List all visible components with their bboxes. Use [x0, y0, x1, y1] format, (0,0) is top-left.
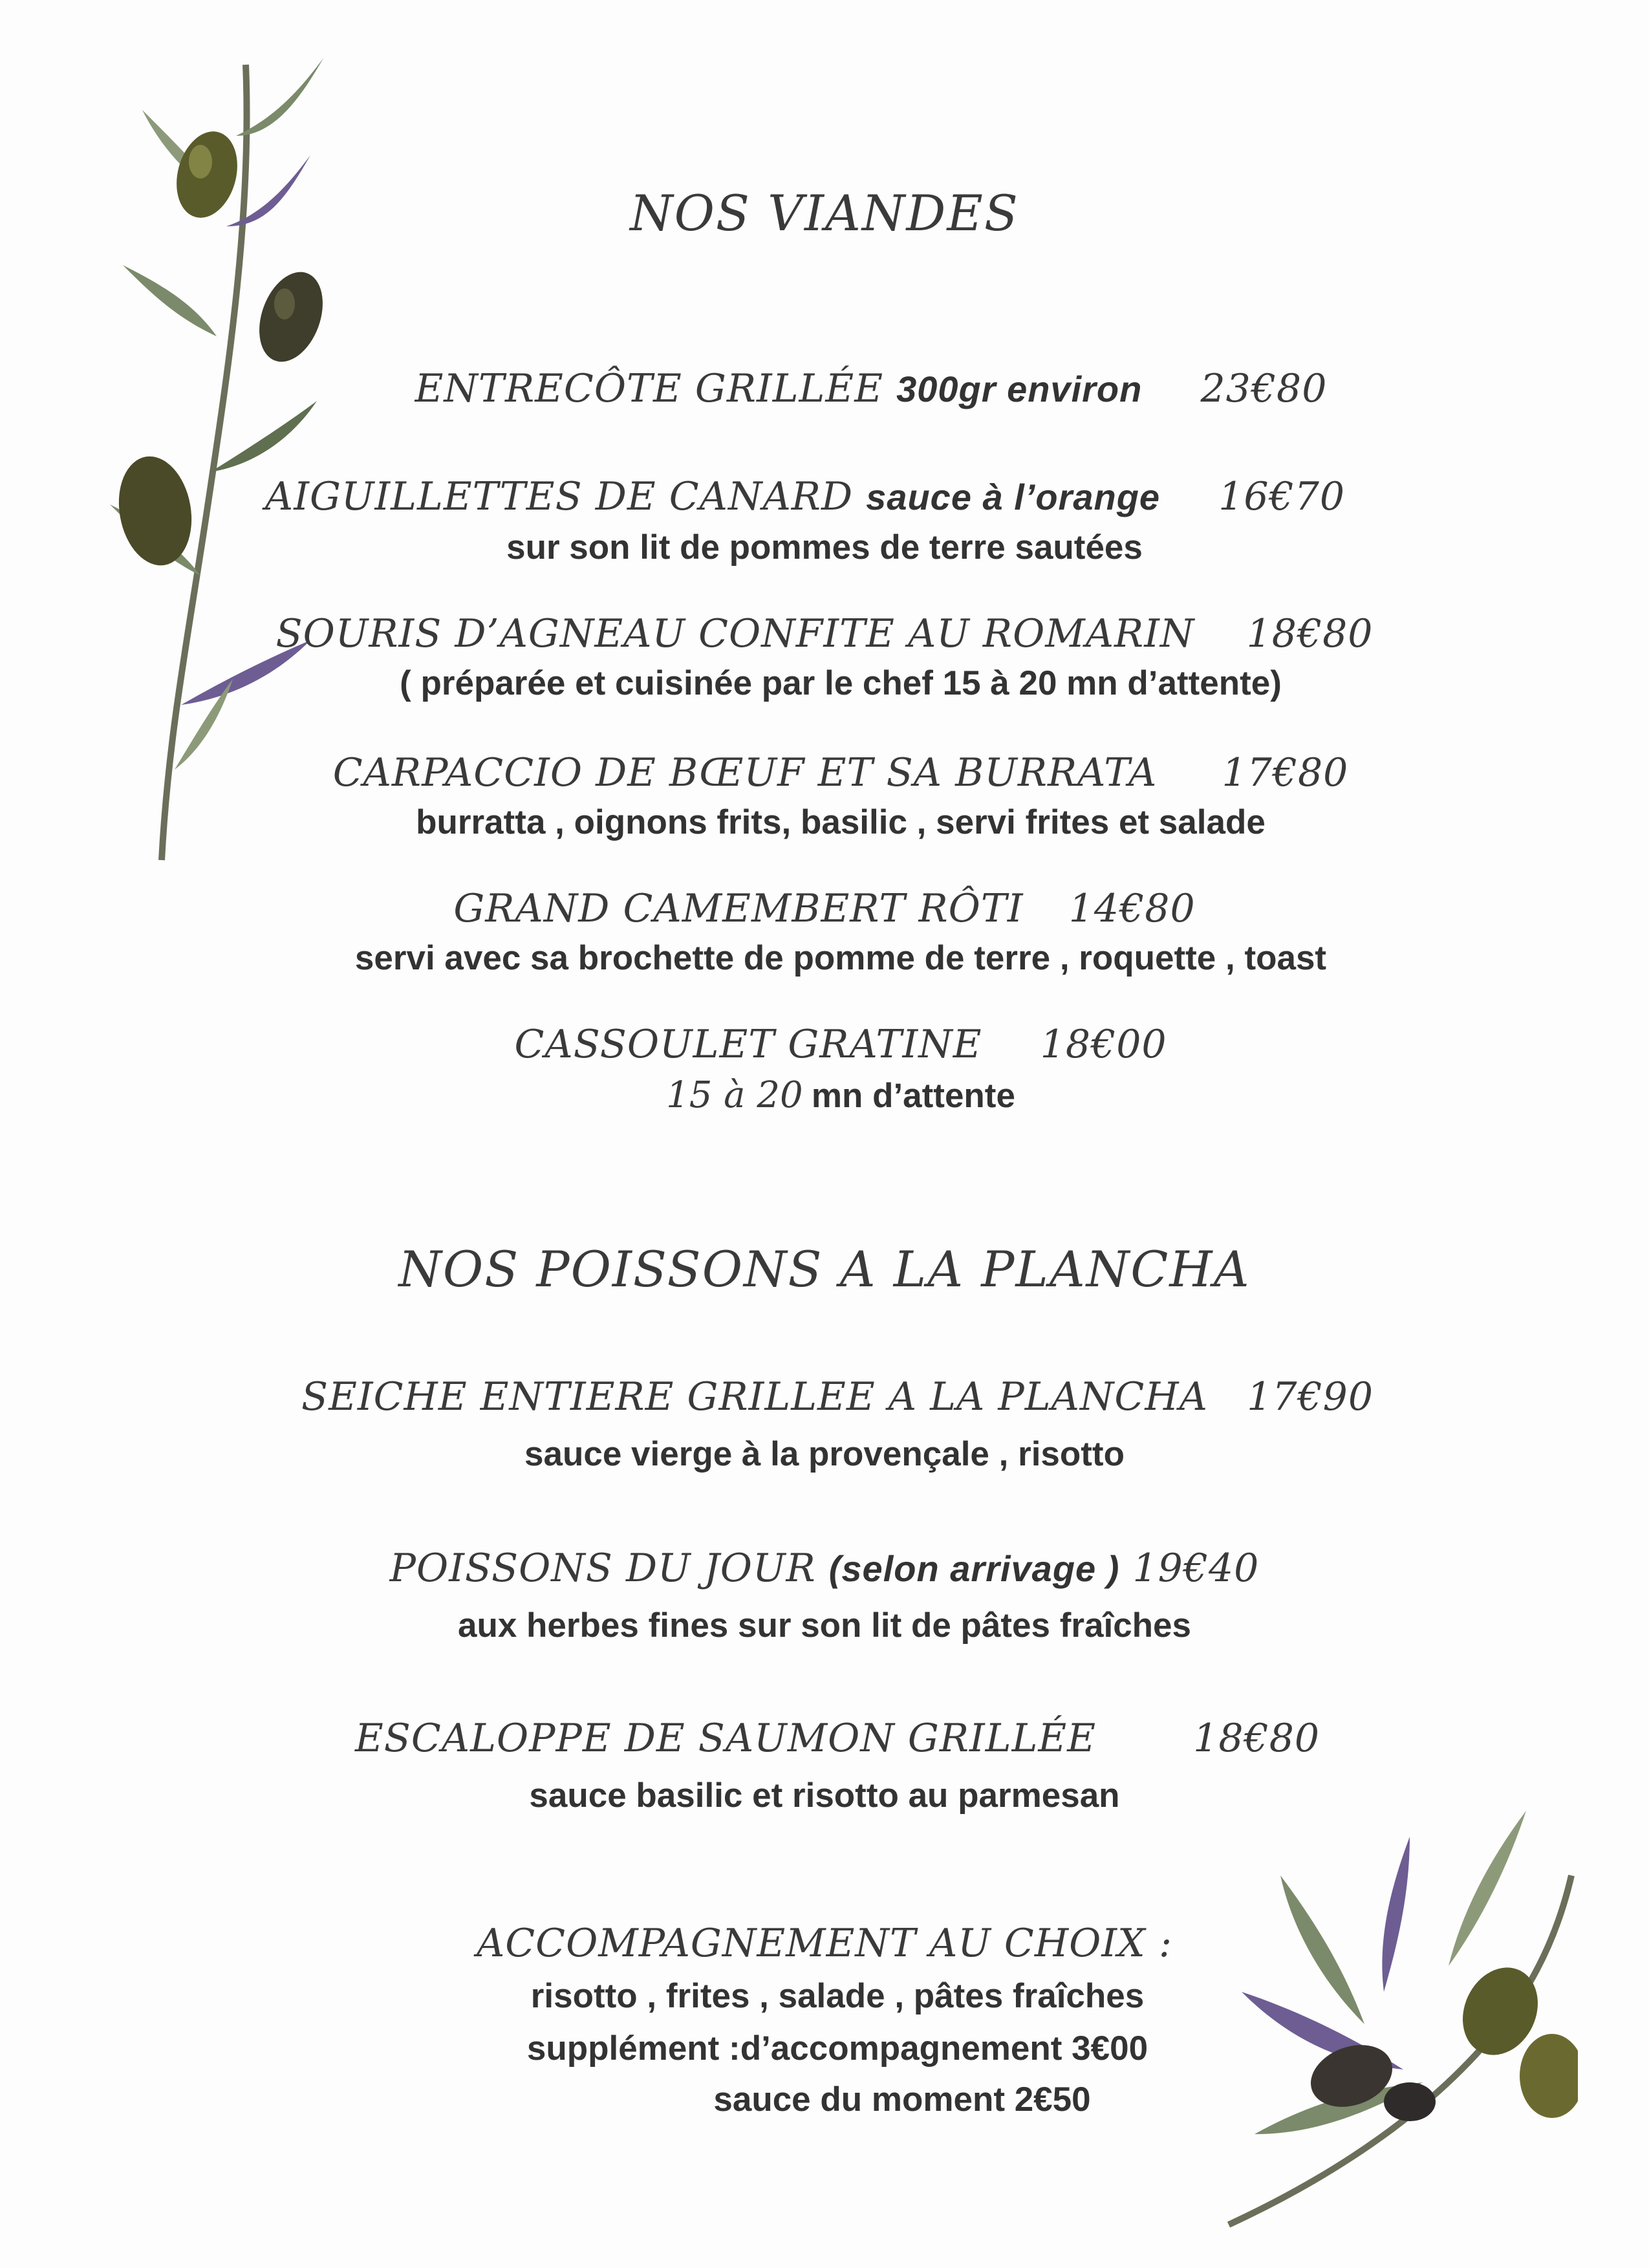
sides-sauce: sauce du moment 2€50	[713, 2080, 1091, 2119]
menu-item-souris-agneau	[0, 611, 1649, 656]
dish-detail: sauce à l’orange	[866, 477, 1161, 517]
meat-section-title: NOS VIANDES	[630, 184, 1019, 242]
dish-price: 14€80	[1068, 886, 1196, 931]
olive-branch-bottom-right-icon	[1216, 1798, 1578, 2238]
dish-price: 18€80	[1193, 1716, 1320, 1761]
dish-name: CASSOULET GRATINE	[514, 1022, 982, 1067]
menu-item-canard	[0, 474, 1630, 519]
dish-name: SEICHE ENTIERE GRILLEE A LA PLANCHA	[301, 1374, 1208, 1420]
dish-price: 19€40	[1132, 1546, 1260, 1591]
dish-description	[16, 1074, 1649, 1116]
dish-description: aux herbes fines sur son lit de pâtes fraîches	[457, 1606, 1191, 1645]
dish-description: servi avec sa brochette de pomme de terre , roquette , toast	[354, 939, 1327, 977]
menu-item-cassoulet	[16, 1022, 1649, 1067]
dish-detail: 300gr environ	[896, 369, 1143, 409]
menu-item-camembert	[0, 886, 1649, 931]
sides-title: ACCOMPAGNEMENT AU CHOIX :	[476, 1921, 1173, 1966]
dish-price: 23€80	[1200, 366, 1328, 411]
dish-description: sauce basilic et risotto au parmesan	[529, 1777, 1120, 1815]
wait-time: 15 à 20	[666, 1074, 803, 1116]
dish-price: 18€80	[1246, 611, 1374, 656]
menu-item-saumon	[13, 1716, 1649, 1761]
dish-detail: (selon arrivage )	[828, 1548, 1120, 1589]
menu-item-entrecote	[47, 366, 1649, 411]
dish-description: sauce vierge à la provençale , risotto	[524, 1435, 1125, 1473]
dish-name: ESCALOPPE DE SAUMON GRILLÉE	[354, 1716, 1097, 1761]
menu-item-carpaccio	[16, 750, 1649, 795]
dish-description: burratta , oignons frits, basilic , servi frites et salade	[416, 803, 1266, 841]
dish-price: 16€70	[1218, 474, 1346, 519]
dish-name: POISSONS DU JOUR	[389, 1546, 816, 1591]
dish-description: sur son lit de pommes de terre sautées	[506, 528, 1143, 567]
dish-name: CARPACCIO DE BŒUF ET SA BURRATA	[332, 750, 1158, 795]
dish-price: 17€80	[1222, 750, 1349, 795]
wait-time-unit: mn d’attente	[811, 1077, 1015, 1115]
menu-item-poisson-du-jour	[0, 1546, 1649, 1591]
fish-section-title: NOS POISSONS A LA PLANCHA	[398, 1240, 1251, 1298]
dish-price: 18€00	[1040, 1022, 1167, 1067]
dish-name: GRAND CAMEMBERT RÔTI	[453, 886, 1024, 931]
sides-options: risotto , frites , salade , pâtes fraîches	[530, 1977, 1145, 2015]
sides-supplement: supplément :d’accompagnement 3€00	[526, 2029, 1148, 2068]
dish-description: ( préparée et cuisinée par le chef 15 à 20 mn d’attente)	[400, 664, 1282, 702]
dish-price: 17€90	[1247, 1374, 1374, 1420]
dish-name: SOURIS D’AGNEAU CONFITE AU ROMARIN	[275, 611, 1195, 656]
menu-item-seiche	[13, 1374, 1649, 1420]
dish-name: ENTRECÔTE GRILLÉE	[415, 366, 883, 411]
dish-name: AIGUILLETTES DE CANARD	[264, 474, 854, 519]
